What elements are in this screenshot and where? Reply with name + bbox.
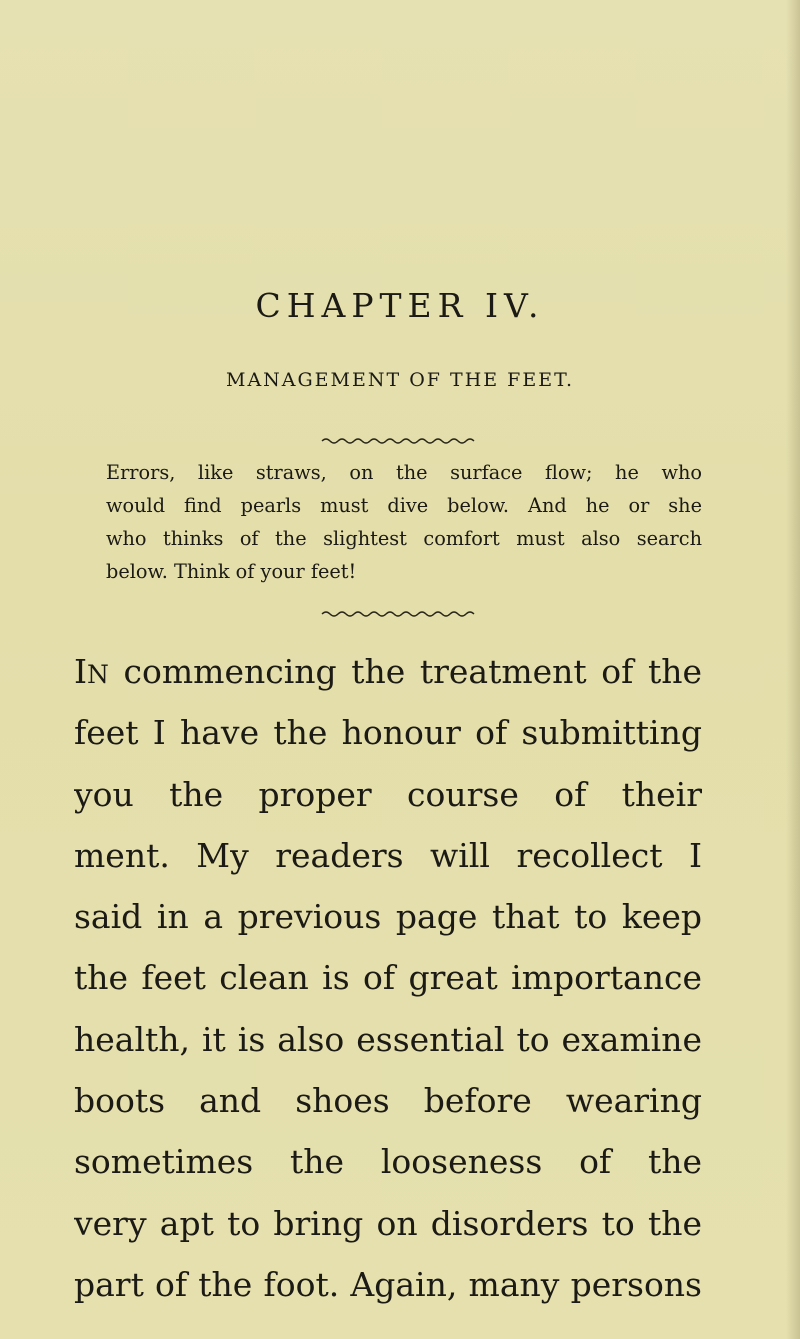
page-edge-shadow	[786, 0, 800, 1339]
epigraph	[106, 456, 702, 588]
body-line: very apt to bring on disorders to the	[74, 1203, 702, 1243]
wavy-rule-ornament	[0, 431, 800, 450]
body-paragraph	[74, 641, 702, 1315]
body-line-first	[74, 641, 702, 702]
body-line: the feet clean is of great importance	[74, 958, 702, 998]
epigraph-line: below. Think of your feet!	[106, 560, 357, 583]
small-caps-rest: N	[87, 660, 109, 689]
chapter-title: CHAPTER IV.	[255, 286, 545, 325]
body-line: part of the foot. Again, many persons	[74, 1264, 702, 1304]
drop-initial: I	[74, 652, 88, 691]
body-line: sometimes the looseness of the	[74, 1142, 702, 1182]
wavy-rule-ornament	[0, 604, 800, 623]
body-line: ment. My readers will recollect I	[74, 835, 702, 875]
wavy-rule-icon	[320, 436, 480, 446]
first-line-text: commencing the treatment of the	[123, 652, 702, 691]
epigraph-line: would find pearls must dive below. And he or she	[106, 494, 702, 517]
body-line: feet I have the honour of submitting	[74, 713, 702, 753]
chapter-subtitle: MANAGEMENT OF THE FEET.	[225, 369, 575, 391]
wavy-rule-icon	[320, 609, 480, 619]
body-line: health, it is also essential to examine	[74, 1019, 702, 1059]
epigraph-line: who thinks of the slightest comfort must also search	[106, 527, 702, 550]
body-line: boots and shoes before wearing	[74, 1081, 702, 1121]
epigraph-line: Errors, like straws, on the surface flow; he who	[106, 461, 702, 484]
body-line: you the proper course of their	[74, 774, 702, 814]
body-line: said in a previous page that to keep	[74, 897, 702, 937]
